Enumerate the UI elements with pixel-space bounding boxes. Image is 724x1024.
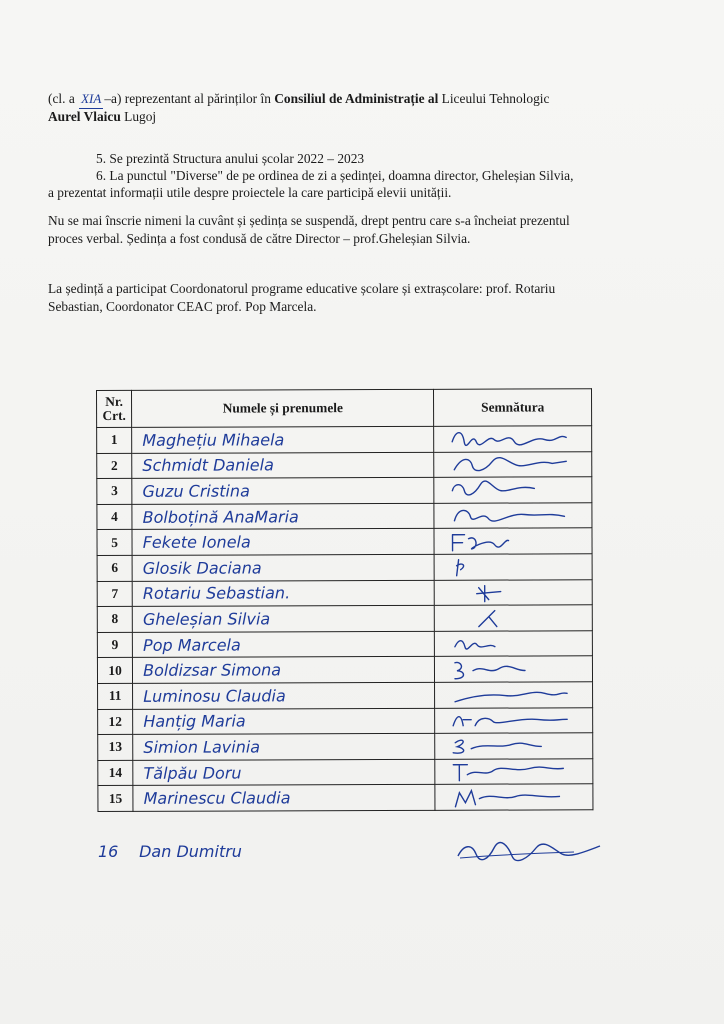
extra-row-name: Dan Dumitru — [139, 842, 242, 861]
table-row — [98, 682, 593, 709]
row-signature — [435, 682, 593, 708]
row-signature — [435, 656, 593, 682]
table-row — [97, 554, 592, 581]
row-number: 14 — [98, 760, 133, 786]
row-signature — [435, 733, 593, 759]
row-signature — [434, 477, 592, 503]
table-row — [97, 605, 592, 632]
row-name: Luminosu Claudia — [133, 682, 435, 709]
row-number: 10 — [97, 658, 132, 684]
row-number: 15 — [98, 786, 133, 812]
signature-mark — [449, 632, 569, 654]
row-signature — [435, 631, 593, 657]
row-signature — [435, 784, 593, 810]
table-row — [97, 579, 592, 606]
signature-mark — [449, 504, 569, 526]
extra-row-16 — [98, 842, 242, 861]
signature-mark — [450, 735, 570, 757]
row-signature — [434, 554, 592, 580]
row-signature — [434, 426, 592, 452]
row-number: 1 — [97, 427, 132, 453]
row-signature — [434, 528, 592, 554]
table-row — [98, 733, 593, 760]
row-number: 9 — [97, 632, 132, 658]
closing-line1: Nu se mai înscrie nimeni la cuvânt și ședința se suspendă, drept pentru care s-a încheiat prezentul — [48, 213, 570, 228]
row-name: Simion Lavinia — [133, 733, 435, 760]
signature-mark — [450, 760, 570, 782]
table-row — [98, 758, 593, 785]
row-number: 11 — [98, 683, 133, 709]
row-name: Gheleșian Silvia — [132, 605, 434, 632]
signature-mark — [449, 479, 569, 501]
council-line: (cl. a XIA –a) reprezentant al părinților în Consiliul de Administrație al Liceului Tehnologic — [48, 90, 549, 109]
row-number: 5 — [97, 530, 132, 556]
row-name: Marinescu Claudia — [133, 785, 435, 812]
table-row — [98, 784, 593, 811]
table-row — [97, 477, 592, 504]
item-6-line1: 6. La punctul "Diverse" de pe ordinea de zi a ședinței, doamna director, Gheleșian Silvia, — [96, 168, 574, 183]
row-number: 4 — [97, 504, 132, 530]
item-6-line2: a prezentat informații utile despre proiectele la care participă elevii unității. — [48, 185, 452, 200]
row-signature — [434, 451, 592, 477]
row-number: 12 — [98, 709, 133, 735]
row-name: Rotariu Sebastian. — [132, 580, 434, 607]
row-name: Boldizsar Simona — [133, 657, 435, 684]
row-number: 6 — [97, 555, 132, 581]
row-number: 2 — [97, 453, 132, 479]
extra-row-signature — [454, 840, 604, 864]
row-signature — [435, 707, 593, 733]
attendance-table — [96, 388, 593, 812]
signature-mark — [449, 581, 569, 603]
signature-mark — [450, 786, 570, 808]
row-name: Pop Marcela — [132, 631, 434, 658]
row-name: Bolboțină AnaMaria — [132, 503, 434, 530]
header-signature: Semnătura — [434, 389, 592, 427]
item-5: 5. Se prezintă Structura anului școlar 2022 – 2023 — [96, 151, 365, 166]
signature-mark — [449, 453, 569, 475]
row-number: 13 — [98, 734, 133, 760]
table-row — [97, 656, 592, 683]
row-name: Guzu Cristina — [132, 478, 434, 505]
signature-mark — [449, 607, 569, 629]
table-row — [97, 451, 592, 478]
header-nr: Nr. Crt. — [97, 390, 132, 427]
table-header-row — [97, 389, 592, 428]
row-name: Hanțig Maria — [133, 708, 435, 735]
row-number: 7 — [97, 581, 132, 607]
signature-mark — [449, 684, 569, 706]
table-row — [98, 707, 593, 734]
header-name: Numele și prenumele — [132, 389, 434, 427]
row-signature — [434, 503, 592, 529]
signature-mark — [449, 556, 569, 578]
row-signature — [435, 579, 593, 605]
row-signature — [435, 758, 593, 784]
table-row — [97, 426, 592, 453]
row-signature — [435, 605, 593, 631]
table-row — [97, 503, 592, 530]
participants-line1: La ședință a participat Coordonatorul programe educative școlare și extrașcolare: prof. Rotariu — [48, 281, 556, 296]
extra-row-number: 16 — [98, 842, 119, 861]
signature-mark — [448, 428, 568, 450]
handwritten-class: XIA — [79, 90, 103, 109]
row-number: 3 — [97, 479, 132, 505]
row-name: Fekete Ionela — [132, 529, 434, 556]
closing-line2: proces verbal. Ședința a fost condusă de către Director – prof.Gheleșian Silvia. — [48, 231, 471, 246]
signature-mark — [449, 530, 569, 552]
signature-mark — [449, 658, 569, 680]
table-row — [97, 528, 592, 555]
row-name: Tălpău Doru — [133, 759, 435, 786]
row-name: Glosik Daciana — [132, 554, 434, 581]
table-row — [97, 631, 592, 658]
row-number: 8 — [97, 607, 132, 633]
signature-mark — [449, 709, 569, 731]
school-line: Aurel Vlaicu Lugoj — [48, 109, 157, 124]
participants-line2: Sebastian, Coordonator CEAC prof. Pop Marcela. — [48, 299, 317, 314]
row-name: Schmidt Daniela — [132, 452, 434, 479]
row-name: Maghețiu Mihaela — [132, 426, 434, 453]
